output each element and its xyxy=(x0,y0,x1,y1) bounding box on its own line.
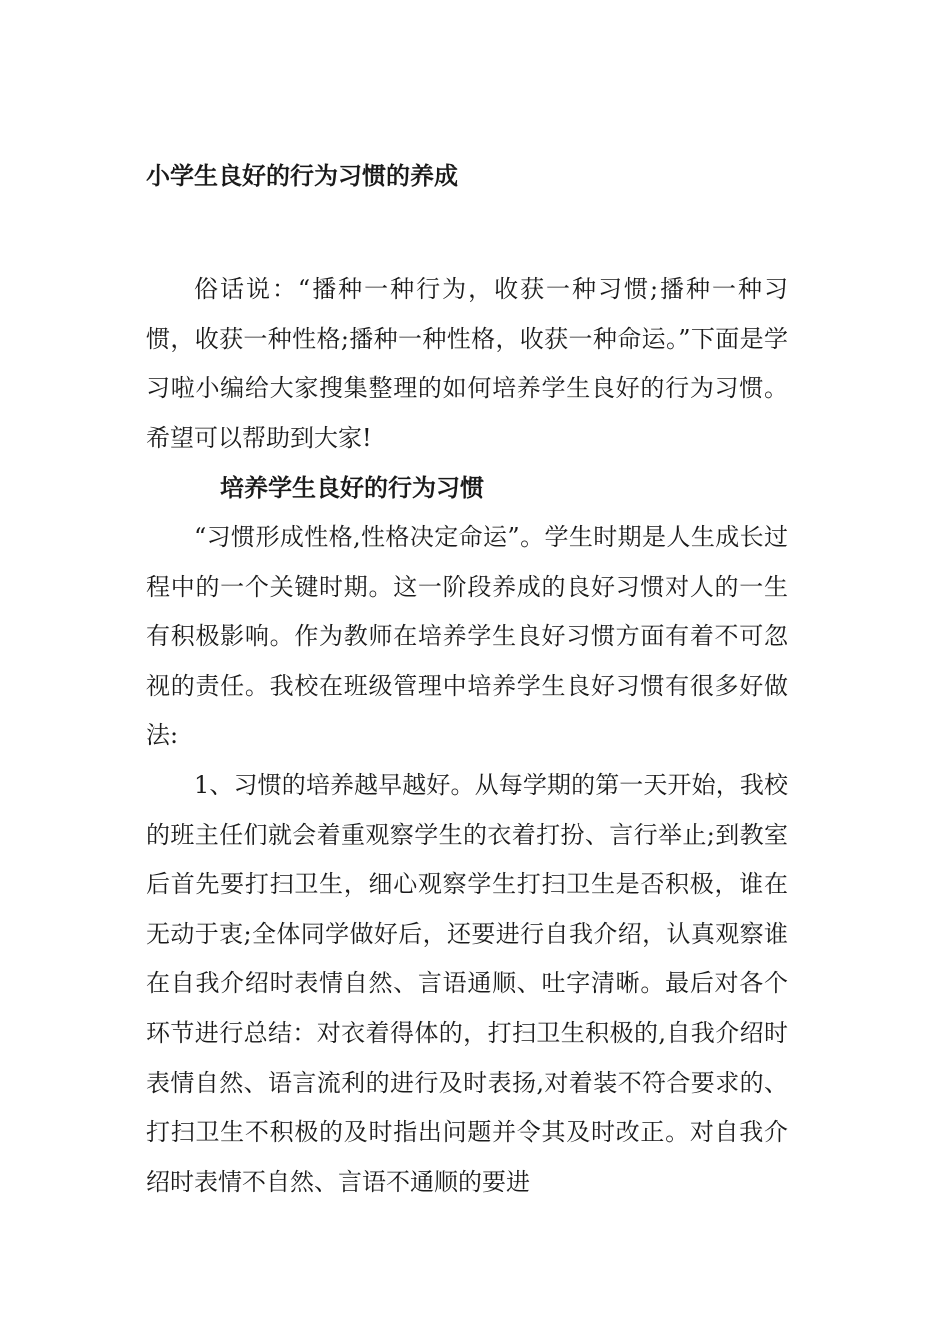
section-heading: 培养学生良好的行为习惯 xyxy=(220,473,484,503)
body-paragraph-1: “习惯形成性格,性格决定命运”。学生时期是人生成长过程中的一个关键时期。这一阶段养成的良好习惯对人的一生有积极影响。作为教师在培养学生良好习惯方面有着不可忽视的责任。我校在班级管理中培养学生良好习惯有很多好做法: xyxy=(146,522,788,750)
document-body xyxy=(146,265,788,1207)
intro-paragraph: 俗话说：“播种一种行为，收获一种习惯;播种一种习惯，收获一种性格;播种一种性格，收获一种命运。”下面是学习啦小编给大家搜集整理的如何培养学生良好的行为习惯。希望可以帮助到大家! xyxy=(146,275,788,452)
document-title: 小学生良好的行为习惯的养成 xyxy=(146,161,458,190)
body-paragraph-2: 1、习惯的培养越早越好。从每学期的第一天开始，我校的班主任们就会着重观察学生的衣着打扮、言行举止;到教室后首先要打扫卫生，细心观察学生打扫卫生是否积极，谁在无动于衷;全体同学做好后，还要进行自我介绍，认真观察谁在自我介绍时表情自然、言语通顺、吐字清晰。最后对各个环节进行总结：对衣着得体的，打扫卫生积极的,自我介绍时表情自然、语言流利的进行及时表扬,对着装不符合要求的、打扫卫生不积极的及时指出问题并令其及时改正。对自我介绍时表情不自然、言语不通顺的要进 xyxy=(146,770,788,1196)
